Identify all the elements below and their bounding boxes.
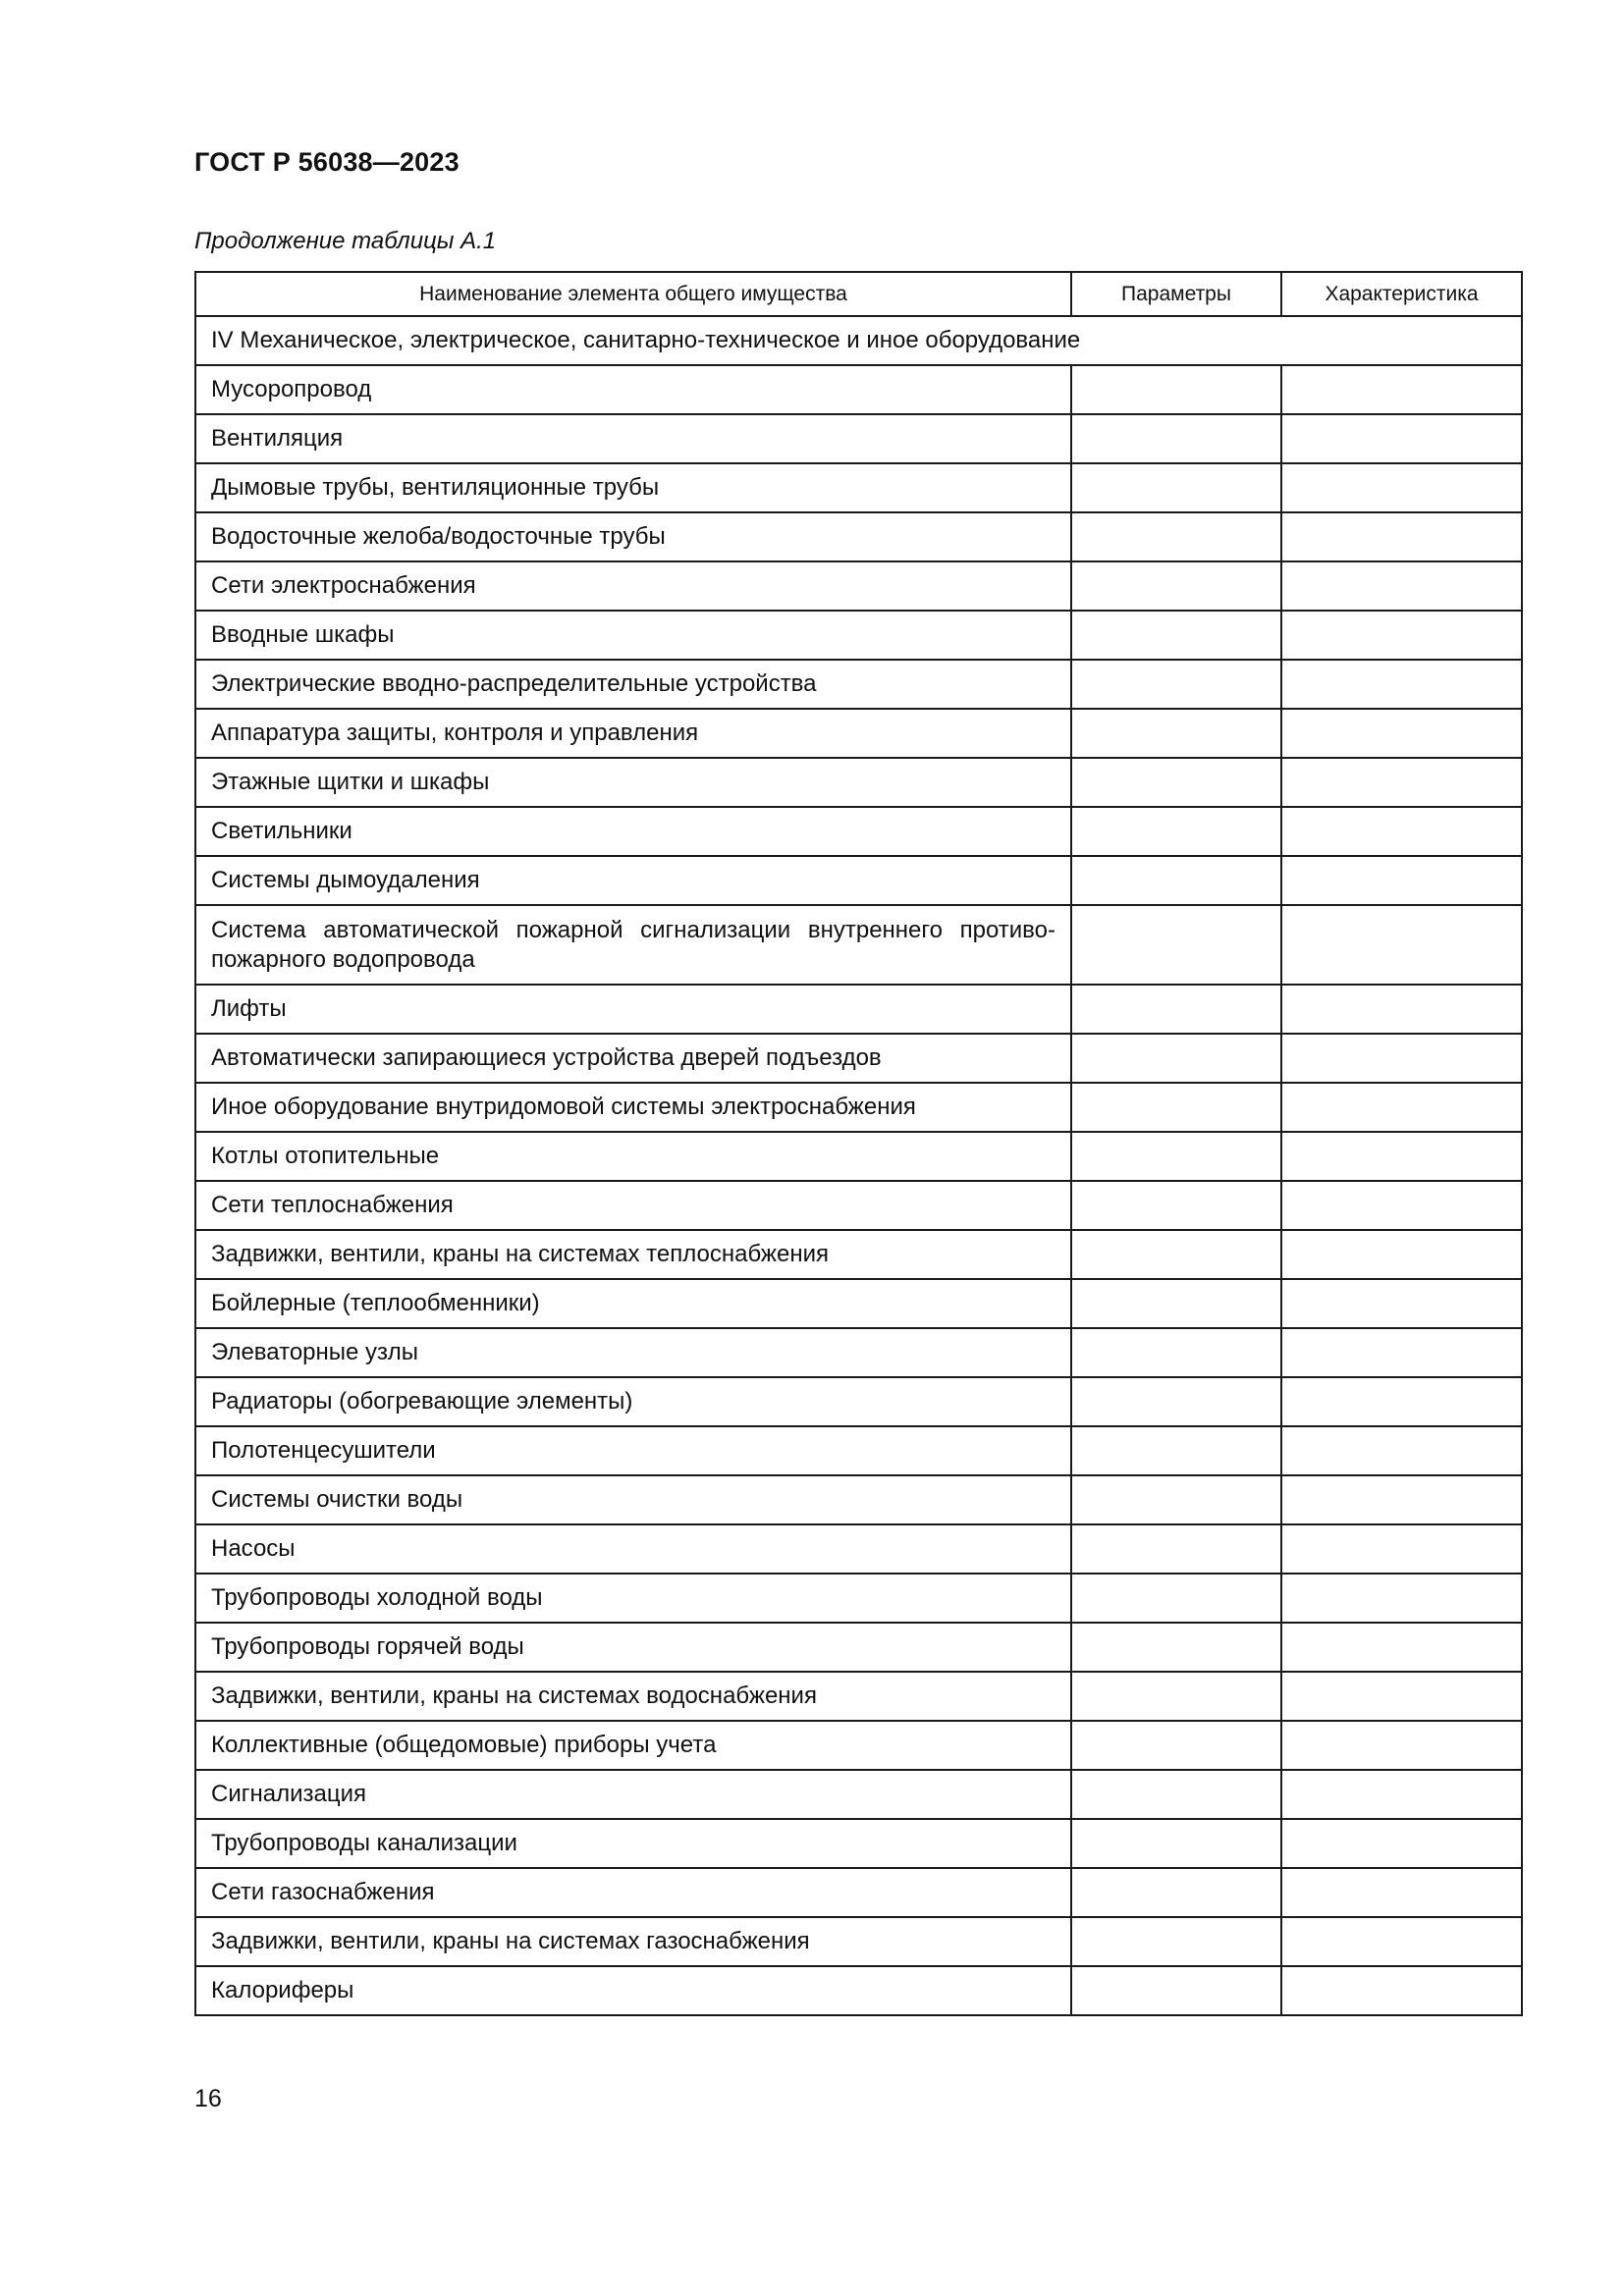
- characteristic-cell: [1281, 758, 1522, 807]
- characteristic-cell: [1281, 1426, 1522, 1475]
- table-row: [195, 1475, 1522, 1524]
- parameters-cell: [1071, 1132, 1281, 1181]
- element-name-cell: Вентиляция: [195, 414, 1071, 463]
- column-header-element-name: Наименование элемента общего имущества: [195, 272, 1071, 316]
- table-row: [195, 611, 1522, 660]
- table-row: [195, 985, 1522, 1034]
- section-title: IV Механическое, электрическое, санитарно-техническое и иное оборудование: [195, 316, 1522, 365]
- characteristic-cell: [1281, 1868, 1522, 1917]
- characteristic-cell: [1281, 1377, 1522, 1426]
- table-row: [195, 1083, 1522, 1132]
- table-row: [195, 1377, 1522, 1426]
- characteristic-cell: [1281, 365, 1522, 414]
- characteristic-cell: [1281, 561, 1522, 611]
- table-row: [195, 1721, 1522, 1770]
- element-name-cell: Сети теплоснабжения: [195, 1181, 1071, 1230]
- parameters-cell: [1071, 1721, 1281, 1770]
- parameters-cell: [1071, 985, 1281, 1034]
- element-name-cell: Системы дымоудаления: [195, 856, 1071, 905]
- table-row: [195, 1672, 1522, 1721]
- parameters-cell: [1071, 1083, 1281, 1132]
- element-name-cell: Бойлерные (теплообменники): [195, 1279, 1071, 1328]
- parameters-cell: [1071, 1426, 1281, 1475]
- element-name-cell: Насосы: [195, 1524, 1071, 1574]
- document-code: ГОСТ Р 56038—2023: [194, 147, 460, 177]
- characteristic-cell: [1281, 856, 1522, 905]
- characteristic-cell: [1281, 1524, 1522, 1574]
- parameters-cell: [1071, 561, 1281, 611]
- element-name-cell: Иное оборудование внутридомовой системы электроснабжения: [195, 1083, 1071, 1132]
- parameters-cell: [1071, 807, 1281, 856]
- parameters-cell: [1071, 1230, 1281, 1279]
- table-row: [195, 463, 1522, 512]
- table-row: [195, 905, 1522, 985]
- table-row: [195, 1917, 1522, 1966]
- element-name-cell: Автоматически запирающиеся устройства дверей подъездов: [195, 1034, 1071, 1083]
- table-row: [195, 1770, 1522, 1819]
- table-row: [195, 1966, 1522, 2015]
- parameters-cell: [1071, 1574, 1281, 1623]
- table-row: [195, 365, 1522, 414]
- characteristic-cell: [1281, 660, 1522, 709]
- characteristic-cell: [1281, 1917, 1522, 1966]
- parameters-cell: [1071, 512, 1281, 561]
- characteristic-cell: [1281, 1672, 1522, 1721]
- element-name-cell: Электрические вводно-распределительные устройства: [195, 660, 1071, 709]
- characteristic-cell: [1281, 1181, 1522, 1230]
- table-row: [195, 561, 1522, 611]
- page-number: 16: [194, 2085, 222, 2112]
- element-name-cell: Система автоматической пожарной сигнализации внутреннего противо-пожарного водопровода: [195, 905, 1071, 985]
- table-row: [195, 1524, 1522, 1574]
- characteristic-cell: [1281, 985, 1522, 1034]
- element-name-cell: Сети газоснабжения: [195, 1868, 1071, 1917]
- element-name-cell: Задвижки, вентили, краны на системах теплоснабжения: [195, 1230, 1071, 1279]
- characteristic-cell: [1281, 1132, 1522, 1181]
- table-header-row: [195, 272, 1522, 316]
- table-row: [195, 709, 1522, 758]
- table-row: [195, 512, 1522, 561]
- characteristic-cell: [1281, 1279, 1522, 1328]
- characteristic-cell: [1281, 1475, 1522, 1524]
- parameters-cell: [1071, 1672, 1281, 1721]
- element-name-cell: Этажные щитки и шкафы: [195, 758, 1071, 807]
- parameters-cell: [1071, 660, 1281, 709]
- characteristic-cell: [1281, 1230, 1522, 1279]
- characteristic-cell: [1281, 1574, 1522, 1623]
- table-row: [195, 1181, 1522, 1230]
- table-row: [195, 1623, 1522, 1672]
- parameters-cell: [1071, 1770, 1281, 1819]
- table-row: [195, 1034, 1522, 1083]
- element-name-cell: Котлы отопительные: [195, 1132, 1071, 1181]
- table-row: [195, 1574, 1522, 1623]
- column-header-characteristic: Характеристика: [1281, 272, 1522, 316]
- parameters-cell: [1071, 1623, 1281, 1672]
- parameters-cell: [1071, 856, 1281, 905]
- parameters-cell: [1071, 1181, 1281, 1230]
- table-row: [195, 1819, 1522, 1868]
- parameters-cell: [1071, 1819, 1281, 1868]
- element-name-cell: Коллективные (общедомовые) приборы учета: [195, 1721, 1071, 1770]
- table-row: [195, 1426, 1522, 1475]
- element-name-cell: Трубопроводы холодной воды: [195, 1574, 1071, 1623]
- element-name-cell: Аппаратура защиты, контроля и управления: [195, 709, 1071, 758]
- element-name-cell: Задвижки, вентили, краны на системах водоснабжения: [195, 1672, 1071, 1721]
- element-name-cell: Светильники: [195, 807, 1071, 856]
- table-row: [195, 1868, 1522, 1917]
- parameters-cell: [1071, 709, 1281, 758]
- parameters-cell: [1071, 1279, 1281, 1328]
- table-row: [195, 807, 1522, 856]
- element-name-cell: Калориферы: [195, 1966, 1071, 2015]
- characteristic-cell: [1281, 1328, 1522, 1377]
- element-name-cell: Элеваторные узлы: [195, 1328, 1071, 1377]
- element-name-cell: Радиаторы (обогревающие элементы): [195, 1377, 1071, 1426]
- element-name-cell: Мусоропровод: [195, 365, 1071, 414]
- parameters-cell: [1071, 758, 1281, 807]
- element-name-cell: Дымовые трубы, вентиляционные трубы: [195, 463, 1071, 512]
- characteristic-cell: [1281, 414, 1522, 463]
- parameters-cell: [1071, 1034, 1281, 1083]
- characteristic-cell: [1281, 512, 1522, 561]
- parameters-cell: [1071, 1377, 1281, 1426]
- characteristic-cell: [1281, 611, 1522, 660]
- common-property-table: [194, 271, 1523, 2016]
- table-row: [195, 1132, 1522, 1181]
- parameters-cell: [1071, 463, 1281, 512]
- table-row: [195, 1279, 1522, 1328]
- characteristic-cell: [1281, 1770, 1522, 1819]
- column-header-parameters: Параметры: [1071, 272, 1281, 316]
- element-name-cell: Трубопроводы горячей воды: [195, 1623, 1071, 1672]
- element-name-cell: Задвижки, вентили, краны на системах газоснабжения: [195, 1917, 1071, 1966]
- parameters-cell: [1071, 1524, 1281, 1574]
- element-name-cell: Трубопроводы канализации: [195, 1819, 1071, 1868]
- characteristic-cell: [1281, 1623, 1522, 1672]
- parameters-cell: [1071, 1328, 1281, 1377]
- characteristic-cell: [1281, 905, 1522, 985]
- table-row: [195, 414, 1522, 463]
- element-name-cell: Полотенцесушители: [195, 1426, 1071, 1475]
- table-row: [195, 856, 1522, 905]
- characteristic-cell: [1281, 1721, 1522, 1770]
- characteristic-cell: [1281, 1966, 1522, 2015]
- parameters-cell: [1071, 611, 1281, 660]
- parameters-cell: [1071, 1475, 1281, 1524]
- characteristic-cell: [1281, 463, 1522, 512]
- characteristic-cell: [1281, 1819, 1522, 1868]
- parameters-cell: [1071, 1868, 1281, 1917]
- characteristic-cell: [1281, 1034, 1522, 1083]
- table-row: [195, 1328, 1522, 1377]
- parameters-cell: [1071, 905, 1281, 985]
- table-row: [195, 1230, 1522, 1279]
- element-name-cell: Системы очистки воды: [195, 1475, 1071, 1524]
- element-name-cell: Водосточные желоба/водосточные трубы: [195, 512, 1071, 561]
- parameters-cell: [1071, 1966, 1281, 2015]
- section-row: [195, 316, 1522, 365]
- element-name-cell: Вводные шкафы: [195, 611, 1071, 660]
- table-row: [195, 758, 1522, 807]
- parameters-cell: [1071, 414, 1281, 463]
- parameters-cell: [1071, 1917, 1281, 1966]
- element-name-cell: Лифты: [195, 985, 1071, 1034]
- characteristic-cell: [1281, 709, 1522, 758]
- table-row: [195, 660, 1522, 709]
- element-name-cell: Сигнализация: [195, 1770, 1071, 1819]
- parameters-cell: [1071, 365, 1281, 414]
- characteristic-cell: [1281, 807, 1522, 856]
- element-name-cell: Сети электроснабжения: [195, 561, 1071, 611]
- table-caption: Продолжение таблицы А.1: [194, 228, 497, 254]
- characteristic-cell: [1281, 1083, 1522, 1132]
